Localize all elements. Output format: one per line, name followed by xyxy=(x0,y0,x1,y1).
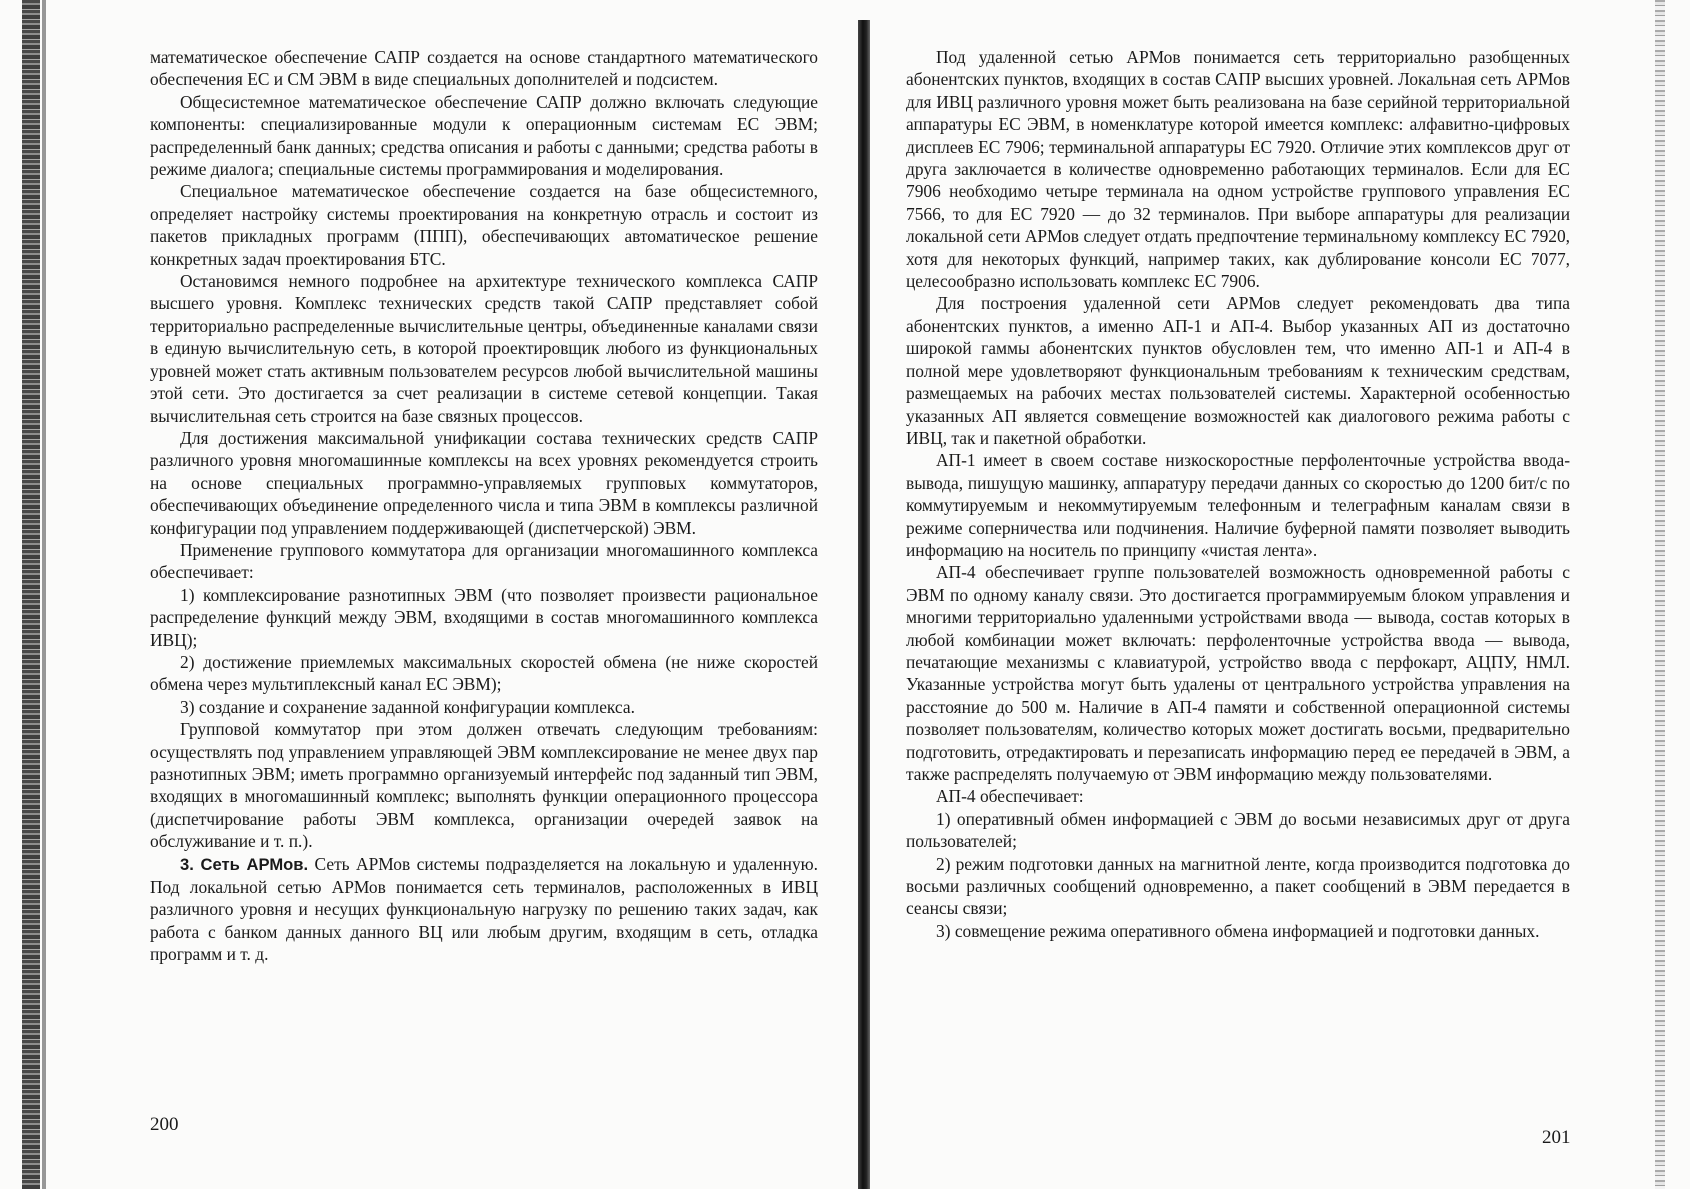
list-item: 3) создание и сохранение заданной конфигурации комплекса. xyxy=(180,696,635,717)
scan-edge-left-inner xyxy=(42,0,46,1189)
paragraph: АП-4 обеспечивает группе пользователей возможность одновременной работы с ЭВМ по одному каналу связи. Это достигается программируемым блоком управления и многими территориально удаленными устройствами ввода — вывода, состав которых в любой комбинации может включать: перфоленточные устройства ввода — вывода, печатающие механизмы с клавиатурой, устройство ввода с перфокарт, АЦПУ, НМЛ. Указанные устройства могут быть удалены от центрального устройства управления на расстояние до 500 м. Наличие в АП-4 памяти и собственной операционной системы позволяет пользователям, количество которых может достигать восьми, предварительно подготовить, отредактировать и перезаписать информацию перед ее передачей в ЭВМ, а также распределять получаемую от ЭВМ информацию между пользователями. xyxy=(906,562,1570,784)
book-gutter xyxy=(858,20,870,1189)
list-item: 1) оперативный обмен информацией с ЭВМ до восьми независимых друг от друга пользователей; xyxy=(906,808,1570,852)
paragraph: Остановимся немного подробнее на архитектуре технического комплекса САПР высшего уровня. Комплекс технических средств такой САПР представляет собой территориально распределенные вычислительные центры, объединенные каналами связи в единую вычислительную сеть, в которой проектировщик любого из функциональных уровней может стать активным пользователем ресурсов любой вычислительной машины этой сети. Это достигается за счет реализации в системе сетевой концепции. Такая вычислительная сеть строится на базе связных процессов. xyxy=(150,271,818,426)
paragraph: АП-1 имеет в своем составе низкоскоростные перфоленточные устройства ввода-вывода, пишущую машинку, аппаратуру передачи данных со скоростью до 1200 бит/с по коммутируемым и некоммутируемым телефонным и телеграфным каналам связи в режиме соперничества или подчинения. Наличие буферной памяти позволяет выводить информацию на носитель по принципу «чистая лента». xyxy=(906,450,1570,560)
paragraph: Для достижения максимальной унификации состава технических средств САПР различного уровня многомашинные комплексы на всех уровнях рекомендуется строить на основе специальных программно-управляемых групповых коммутаторов, обеспечивающих объединение определенного числа и типа ЭВМ в комплексы различной конфигурации под управлением поддерживающей (диспетчерской) ЭВМ. xyxy=(150,427,818,538)
left-page xyxy=(150,46,818,966)
list-item: 2) режим подготовки данных на магнитной ленте, когда производится подготовка до восьми различных сообщений одновременно, а пакет сообщений в ЭВМ передается в сеансы связи; xyxy=(906,853,1570,919)
paragraph: Общесистемное математическое обеспечение САПР должно включать следующие компоненты: специализированные модули к операционным системам ЕС ЭВМ; распределенный банк данных; средства описания и работы с данными; средства работы в режиме диалога; специальные системы программирования и моделирования. xyxy=(150,91,818,180)
scan-edge-left xyxy=(22,0,40,1189)
paragraph: Под удаленной сетью АРМов понимается сеть территориально разобщенных абонентских пунктов, входящих в состав САПР высших уровней. Локальная сеть АРМов для ИВЦ различного уровня может быть реализована на базе серийной территориальной аппаратуры ЕС ЭВМ, в номенклатуре которой имеется комплекс: алфавитно-цифровых дисплеев ЕС 7906; терминальной аппаратуры ЕС 7920. Отличие этих комплексов друг от друга заключается в количестве одновременно работающих терминалов. Если для ЕС 7906 необходимо четыре терминала на одном устройстве группового управления ЕС 7566, то для ЕС 7920 — до 32 терминалов. При выборе аппаратуры для реализации локальной сети АРМов следует отдать предпочтение терминальному комплексу ЕС 7920, хотя для некоторых функций, например таких, как дублирование консоли ЕС 7077, целесообразно использовать комплекс ЕС 7906. xyxy=(906,47,1570,292)
list-item: 3) совмещение режима оперативного обмена информацией и подготовки данных. xyxy=(936,920,1540,941)
section-heading: 3. Сеть АРМов. xyxy=(180,854,309,874)
section-paragraph xyxy=(150,853,818,966)
list-item: 2) достижение приемлемых максимальных скоростей обмена (не ниже скоростей обмена через мультиплексный канал ЕС ЭВМ); xyxy=(150,651,818,695)
right-page xyxy=(906,46,1570,942)
paragraph: Групповой коммутатор при этом должен отвечать следующим требованиям: осуществлять под управлением управляющей ЭВМ комплексирование не менее двух пар разнотипных ЭВМ; иметь программно организуемый интерфейс под заданный тип ЭВМ, входящих в многомашинный комплекс; выполнять функции операционного процессора (диспетчирование работы ЭВМ комплекса, организации очередей заявок на обслуживание и т. п.). xyxy=(150,719,818,852)
section-text: Сеть АРМов системы подразделяется на локальную и удаленную. Под локальной сетью АРМов понимается сеть терминалов, расположенных в ИВЦ различного уровня и несущих функциональную нагрузку по решению таких задач, как работа с банком данных данного ВЦ или любым другим, входящим в сеть, отладка программ и т. д. xyxy=(150,853,818,965)
list-item: 1) комплексирование разнотипных ЭВМ (что позволяет произвести рациональное распределение функций между ЭВМ, входящими в состав многомашинного комплекса ИВЦ); xyxy=(150,584,818,650)
paragraph: Применение группового коммутатора для организации многомашинного комплекса обеспечивает: xyxy=(150,539,818,583)
paragraph: Специальное математическое обеспечение создается на базе общесистемного, определяет настройку системы проектирования на конкретную отрасль и состоит из пакетов прикладных программ (ППП), обеспечивающих автоматическое решение конкретных задач проектирования БТС. xyxy=(150,181,818,269)
page-number-right: 201 xyxy=(1542,1127,1571,1148)
page-number-left: 200 xyxy=(150,1114,179,1135)
paragraph: Для построения удаленной сети АРМов следует рекомендовать два типа абонентских пунктов, а именно АП-1 и АП-4. Выбор указанных АП из достаточно широкой гаммы абонентских пунктов обусловлен тем, что именно АП-1 и АП-4 в полной мере удовлетворяют функциональным требованиям к техническим средствам, размещаемых на рабочих местах пользователей системы. Характерной особенностью указанных АП является совмещение возможностей как диалогового режима работы с ИВЦ, так и пакетной обработки. xyxy=(906,293,1570,448)
paragraph: математическое обеспечение САПР создается на основе стандартного математического обеспечения ЕС и СМ ЭВМ в виде специальных дополнителей и подсистем. xyxy=(150,47,818,90)
paragraph: АП-4 обеспечивает: xyxy=(936,786,1084,807)
scan-edge-right xyxy=(1655,0,1665,1189)
